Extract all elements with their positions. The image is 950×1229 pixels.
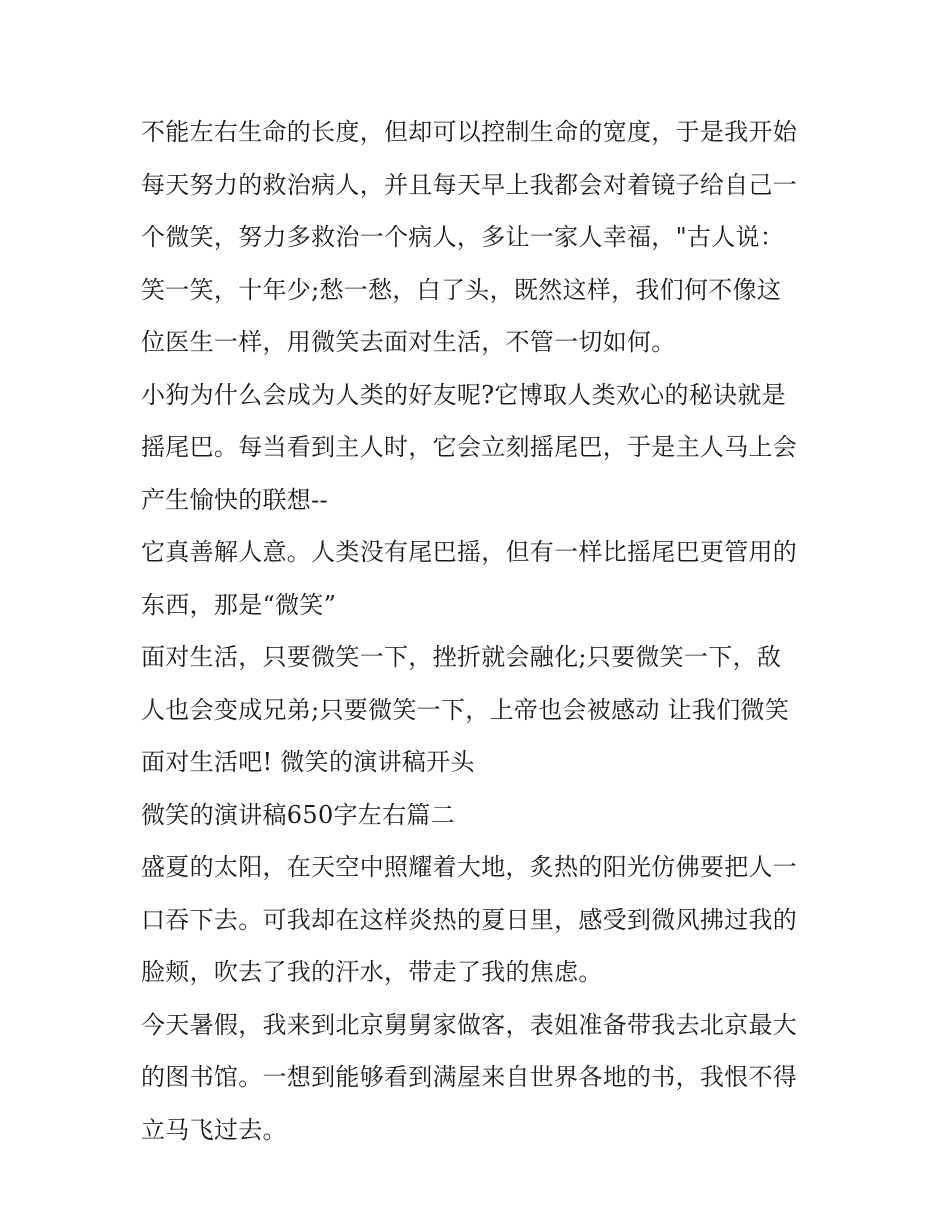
text-line: 位医生一样，用微笑去面对生活，不管一切如何。 <box>141 328 676 356</box>
text-line: 个微笑，努力多救治一个病人，多让一家人幸福，"古人说： <box>141 223 785 251</box>
text-line: 小狗为什么会成为人类的好友呢?它博取人类欢心的秘诀就是 <box>141 380 786 409</box>
text-line: 不能左右生命的长度，但却可以控制生命的宽度，于是我开始 <box>141 118 798 146</box>
text-line: 东西，那是“微笑” <box>141 590 337 619</box>
text-line: 立马飞过去。 <box>141 1115 287 1144</box>
text-line: 它真善解人意。人类没有尾巴摇，但有一样比摇尾巴更管用的 <box>141 538 798 566</box>
text-line: 摇尾巴。每当看到主人时，它会立刻摇尾巴，于是主人马上会 <box>141 433 798 461</box>
text-line: 每天努力的救治病人，并且每天早上我都会对着镜子给自己一 <box>141 170 798 199</box>
text-line: 笑一笑，十年少;愁一愁，白了头，既然这样，我们何不像这 <box>141 275 782 304</box>
text-line: 今天暑假，我来到北京舅舅家做客，表姐准备带我去北京最大 <box>141 1010 798 1039</box>
text-line: 脸颊，吹去了我的汗水，带走了我的焦虑。 <box>141 958 603 986</box>
text-line: 面对生活，只要微笑一下，挫折就会融化;只要微笑一下，敌 <box>141 643 782 671</box>
text-line: 口吞下去。可我却在这样炎热的夏日里，感受到微风拂过我的 <box>141 905 798 934</box>
text-line: 的图书馆。一想到能够看到满屋来自世界各地的书，我恨不得 <box>141 1063 798 1091</box>
document-body <box>141 106 821 1156</box>
text-line: 盛夏的太阳，在天空中照耀着大地，炙热的阳光仿佛要把人一 <box>141 853 798 881</box>
text-line: 产生愉快的联想-- <box>141 485 328 514</box>
section-heading: 微笑的演讲稿650字左右篇二 <box>141 800 456 829</box>
text-line: 面对生活吧! 微笑的演讲稿开头 <box>141 748 475 776</box>
text-line: 人也会变成兄弟;只要微笑一下，上帝也会被感动 让我们微笑 <box>141 695 790 724</box>
